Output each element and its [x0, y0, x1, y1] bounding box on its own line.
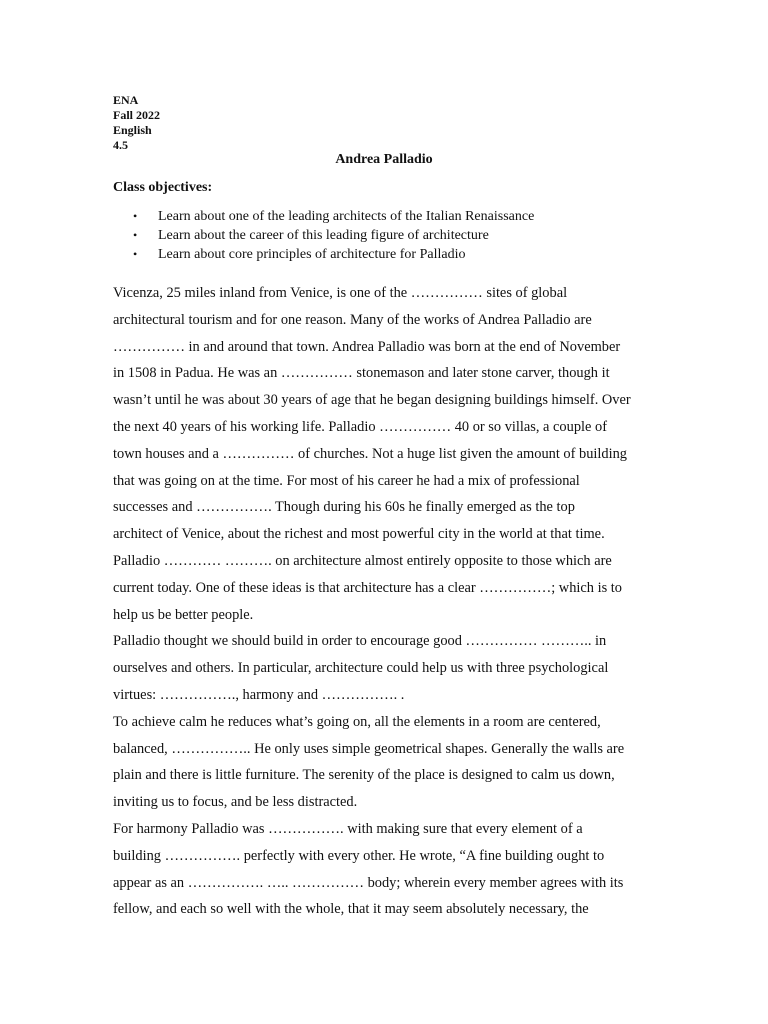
text-line: Vicenza, 25 miles inland from Venice, is one of the …………… sites of global — [113, 285, 568, 301]
text-line: balanced, …………….. He only uses simple geometrical shapes. Generally the walls are — [113, 740, 625, 757]
text-line: town houses and a …………… of churches. Not a huge list given the amount of building — [113, 445, 627, 462]
text-line: in 1508 in Padua. He was an …………… stonemason and later stone carver, though it — [113, 365, 610, 382]
text-line: wasn’t until he was about 30 years of age that he began designing buildings himself. Over — [113, 392, 631, 409]
header-school: ENA — [113, 93, 139, 107]
text-line: …………… in and around that town. Andrea Palladio was born at the end of November — [113, 338, 621, 355]
text-line: fellow, and each so well with the whole, that it may seem absolutely necessary, the — [113, 901, 589, 918]
text-line: that was going on at the time. For most of his career he had a mix of professional — [113, 472, 580, 489]
objective-text: Learn about the career of this leading figure of architecture — [158, 228, 489, 243]
bullet-icon: • — [133, 228, 138, 242]
list-item — [113, 226, 534, 245]
text-line: successes and ……………. Though during his 60s he finally emerged as the top — [113, 499, 575, 516]
objectives-list — [113, 207, 534, 264]
text-line: virtues: ……………., harmony and ……………. . — [113, 686, 405, 703]
list-item — [113, 245, 534, 264]
objectives-heading: Class objectives: — [113, 180, 213, 195]
header-subject: English — [113, 123, 152, 137]
bullet-icon: • — [133, 247, 138, 261]
text-line: ourselves and others. In particular, architecture could help us with three psychological — [113, 660, 609, 677]
text-line: Palladio thought we should build in order to encourage good …………… ……….. in — [113, 633, 607, 650]
text-line: Palladio ………… ………. on architecture almost entirely opposite to those which are — [113, 552, 612, 569]
text-line: help us be better people. — [113, 606, 254, 623]
objective-text: Learn about core principles of architecture for Palladio — [158, 247, 466, 262]
text-line: architectural tourism and for one reason. Many of the works of Andrea Palladio are — [113, 311, 592, 328]
list-item — [113, 207, 534, 226]
text-line: the next 40 years of his working life. Palladio …………… 40 or so villas, a couple of — [113, 418, 607, 435]
page-title: Andrea Palladio — [335, 152, 433, 167]
bullet-icon: • — [133, 209, 138, 223]
text-line: current today. One of these ideas is that architecture has a clear ……………; which is to — [113, 579, 622, 596]
header-term: Fall 2022 — [113, 108, 160, 122]
objective-text: Learn about one of the leading architects of the Italian Renaissance — [158, 209, 535, 224]
course-header — [113, 93, 160, 153]
body-text — [113, 280, 643, 923]
text-line: building ……………. perfectly with every other. He wrote, “A fine building ought to — [113, 847, 605, 864]
text-line: plain and there is little furniture. The serenity of the place is designed to calm us down, — [113, 767, 615, 784]
text-line: To achieve calm he reduces what’s going on, all the elements in a room are centered, — [113, 713, 601, 730]
text-line: appear as an ……………. ….. …………… body; wherein every member agrees with its — [113, 874, 624, 891]
text-line: For harmony Palladio was ……………. with making sure that every element of a — [113, 820, 583, 837]
header-unit: 4.5 — [113, 138, 128, 152]
text-line: architect of Venice, about the richest and most powerful city in the world at that time. — [113, 526, 605, 543]
text-line: inviting us to focus, and be less distracted. — [113, 794, 358, 811]
